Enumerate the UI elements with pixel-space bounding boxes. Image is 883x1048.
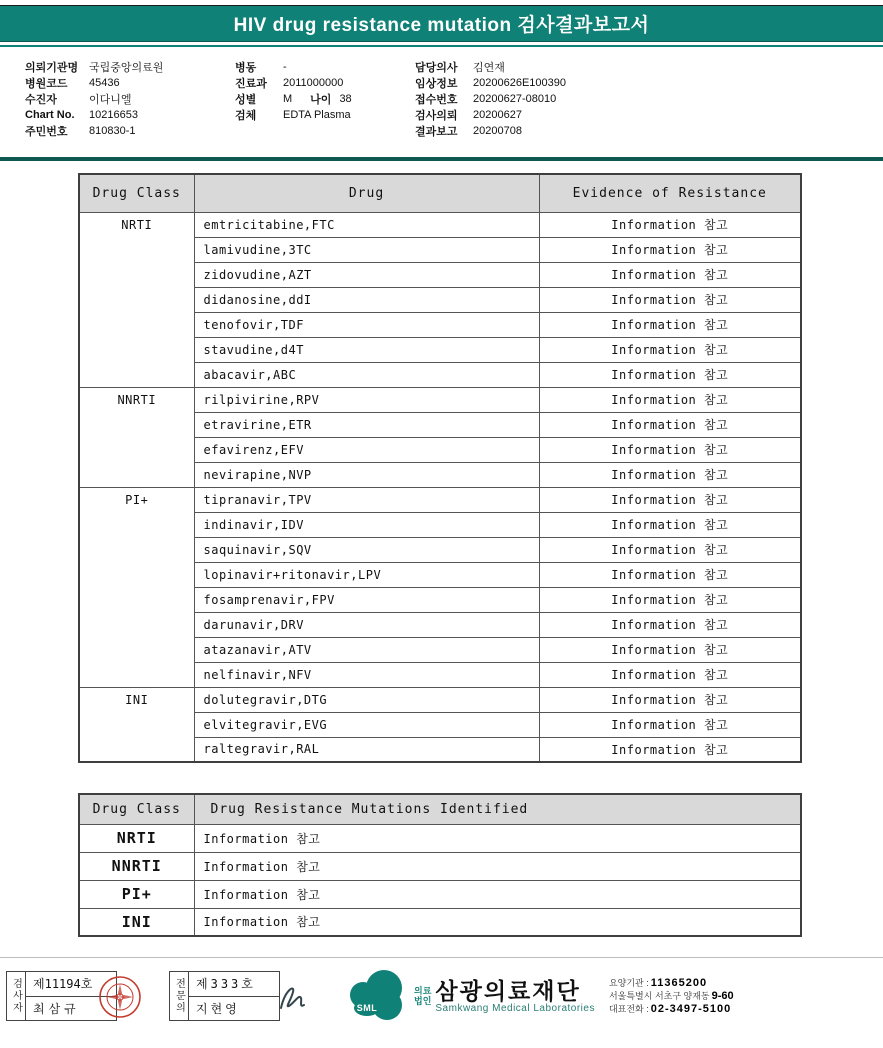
drug-class-cell: PI+ bbox=[79, 880, 194, 908]
drug-cell: raltegravir,RAL bbox=[194, 737, 539, 762]
patient-info-right bbox=[415, 59, 715, 139]
lab-info-label: 서울특별시 서초구 양재동 bbox=[608, 990, 710, 1001]
info-value: - bbox=[283, 61, 287, 73]
specialist-name: 지현영 bbox=[196, 1001, 240, 1016]
info-value: 810830-1 bbox=[89, 125, 136, 137]
info-label: 나이 bbox=[310, 94, 332, 106]
table-header-row bbox=[79, 794, 801, 824]
page-title: HIV drug resistance mutation 검사결과보고서 bbox=[233, 15, 650, 36]
specialist-cells bbox=[189, 972, 279, 1020]
info-value: M bbox=[283, 93, 293, 105]
info-value: 국립중앙의료원 bbox=[89, 62, 164, 74]
info-label: 검사의뢰 bbox=[415, 110, 458, 122]
evidence-cell: Information 참고 bbox=[539, 512, 801, 537]
table-header-row bbox=[79, 174, 801, 212]
col-header-drug-class: Drug Class bbox=[79, 794, 194, 824]
evidence-cell: Information 참고 bbox=[539, 212, 801, 237]
specialist-role-label: 전문의 bbox=[170, 972, 189, 1020]
info-value: 10216653 bbox=[89, 109, 138, 121]
info-row bbox=[25, 123, 235, 139]
evidence-cell: Information 참고 bbox=[539, 262, 801, 287]
info-row bbox=[235, 107, 415, 123]
info-label: Chart No. bbox=[25, 109, 75, 121]
drug-cell: lamivudine,3TC bbox=[194, 237, 539, 262]
drug-cell: elvitegravir,EVG bbox=[194, 712, 539, 737]
info-row bbox=[415, 59, 715, 75]
evidence-cell: Information 참고 bbox=[539, 712, 801, 737]
lab-info-value: 9-60 bbox=[711, 989, 734, 1002]
info-row bbox=[235, 75, 415, 91]
info-value: 20200708 bbox=[473, 125, 522, 137]
drug-cell: atazanavir,ATV bbox=[194, 637, 539, 662]
table-row bbox=[79, 908, 801, 936]
info-row bbox=[25, 75, 235, 91]
info-label: 진료과 bbox=[235, 78, 267, 90]
evidence-cell: Information 참고 bbox=[539, 462, 801, 487]
drug-cell: emtricitabine,FTC bbox=[194, 212, 539, 237]
drug-class-cell: NRTI bbox=[79, 212, 194, 387]
drug-cell: didanosine,ddI bbox=[194, 287, 539, 312]
evidence-cell: Information 참고 bbox=[539, 612, 801, 637]
col-header-drug: Drug bbox=[194, 174, 539, 212]
info-label: 임상정보 bbox=[415, 78, 458, 90]
evidence-cell: Information 참고 bbox=[539, 487, 801, 512]
evidence-cell: Information 참고 bbox=[539, 587, 801, 612]
drug-cell: dolutegravir,DTG bbox=[194, 687, 539, 712]
drug-class-cell: NRTI bbox=[79, 824, 194, 852]
info-value: 김연재 bbox=[473, 62, 505, 74]
evidence-cell: Information 참고 bbox=[539, 237, 801, 262]
mutations-cell: Information 참고 bbox=[194, 824, 801, 852]
evidence-cell: Information 참고 bbox=[539, 687, 801, 712]
drug-cell: fosamprenavir,FPV bbox=[194, 587, 539, 612]
info-label: 주민번호 bbox=[25, 126, 68, 138]
report-title-bar bbox=[0, 6, 883, 42]
evidence-cell: Information 참고 bbox=[539, 412, 801, 437]
drug-cell: zidovudine,AZT bbox=[194, 262, 539, 287]
mutations-cell: Information 참고 bbox=[194, 908, 801, 936]
drug-cell: rilpivirine,RPV bbox=[194, 387, 539, 412]
col-header-evidence: Evidence of Resistance bbox=[539, 174, 801, 212]
drug-class-cell: INI bbox=[79, 687, 194, 762]
info-value: 20200627-08010 bbox=[473, 93, 557, 105]
info-row bbox=[415, 91, 715, 107]
section-divider bbox=[0, 157, 883, 161]
patient-info-left bbox=[25, 59, 235, 139]
info-row bbox=[25, 107, 235, 123]
examiner-cert-no: 제11194호 bbox=[26, 972, 116, 997]
drug-cell: stavudine,d4T bbox=[194, 337, 539, 362]
info-value: 2011000000 bbox=[283, 77, 344, 89]
patient-info bbox=[0, 47, 883, 139]
lab-name: 삼광의료재단 bbox=[435, 977, 581, 1004]
drug-cell: nelfinavir,NFV bbox=[194, 662, 539, 687]
mutations-cell: Information 참고 bbox=[194, 880, 801, 908]
info-row bbox=[415, 107, 715, 123]
evidence-cell: Information 참고 bbox=[539, 562, 801, 587]
drug-cell: abacavir,ABC bbox=[194, 362, 539, 387]
table-row bbox=[79, 880, 801, 908]
lab-info-value: 11365200 bbox=[650, 976, 708, 989]
lab-name-english: Samkwang Medical Laboratories bbox=[435, 1002, 595, 1014]
specialist-signature-icon bbox=[273, 978, 313, 1018]
info-label: 접수번호 bbox=[415, 94, 458, 106]
evidence-cell: Information 참고 bbox=[539, 637, 801, 662]
mutations-cell: Information 참고 bbox=[194, 852, 801, 880]
lab-logo-icon bbox=[350, 970, 408, 1022]
table-row bbox=[79, 487, 801, 512]
info-value: 이다니엘 bbox=[89, 94, 132, 106]
org-prefix bbox=[414, 986, 431, 1006]
info-row bbox=[25, 91, 235, 107]
info-value: 45436 bbox=[89, 77, 120, 89]
drug-cell: darunavir,DRV bbox=[194, 612, 539, 637]
footer bbox=[0, 958, 883, 1022]
examiner-role-label: 검사자 bbox=[7, 972, 26, 1020]
evidence-cell: Information 참고 bbox=[539, 662, 801, 687]
info-value: 20200626E100390 bbox=[473, 77, 566, 89]
table-row bbox=[79, 212, 801, 237]
info-label: 결과보고 bbox=[415, 126, 458, 138]
evidence-cell: Information 참고 bbox=[539, 737, 801, 762]
specialist-signature-box bbox=[169, 971, 280, 1021]
drug-cell: indinavir,IDV bbox=[194, 512, 539, 537]
drug-class-cell: NNRTI bbox=[79, 852, 194, 880]
lab-contact-info bbox=[609, 977, 734, 1016]
drug-cell: efavirenz,EFV bbox=[194, 437, 539, 462]
info-row bbox=[415, 123, 715, 139]
drug-cell: lopinavir+ritonavir,LPV bbox=[194, 562, 539, 587]
drug-class-cell: INI bbox=[79, 908, 194, 936]
info-row bbox=[415, 75, 715, 91]
evidence-cell: Information 참고 bbox=[539, 537, 801, 562]
mutations-table bbox=[78, 793, 802, 937]
info-label: 병원코드 bbox=[25, 78, 68, 90]
org-names bbox=[435, 979, 595, 1014]
evidence-cell: Information 참고 bbox=[539, 437, 801, 462]
drug-cell: tipranavir,TPV bbox=[194, 487, 539, 512]
examiner-stamp-icon bbox=[98, 975, 142, 1019]
drug-cell: tenofovir,TDF bbox=[194, 312, 539, 337]
table-row bbox=[79, 687, 801, 712]
evidence-cell: Information 참고 bbox=[539, 312, 801, 337]
lab-identity bbox=[350, 970, 734, 1022]
org-prefix-line: 법인 bbox=[414, 996, 432, 1006]
evidence-cell: Information 참고 bbox=[539, 362, 801, 387]
info-label: 병동 bbox=[235, 62, 257, 74]
resistance-table bbox=[78, 173, 802, 763]
examiner-signature-box bbox=[6, 971, 117, 1021]
drug-class-cell: NNRTI bbox=[79, 387, 194, 487]
info-value: 20200627 bbox=[473, 109, 522, 121]
specialist-cert-no: 제333호 bbox=[189, 972, 279, 997]
evidence-cell: Information 참고 bbox=[539, 287, 801, 312]
table-row bbox=[79, 824, 801, 852]
info-label: 담당의사 bbox=[415, 62, 458, 74]
lab-logo-text: SML bbox=[354, 1000, 380, 1016]
table-row bbox=[79, 852, 801, 880]
lab-info-line bbox=[609, 1003, 734, 1016]
info-value: 38 bbox=[339, 93, 352, 105]
drug-class-cell: PI+ bbox=[79, 487, 194, 687]
table-row bbox=[79, 387, 801, 412]
info-row bbox=[25, 59, 235, 75]
col-header-drug-class: Drug Class bbox=[79, 174, 194, 212]
lab-info-value: 02-3497-5100 bbox=[650, 1002, 732, 1015]
evidence-cell: Information 참고 bbox=[539, 337, 801, 362]
info-label: 성별 bbox=[235, 94, 257, 106]
lab-info-line bbox=[609, 990, 734, 1003]
patient-info-middle bbox=[235, 59, 415, 139]
drug-cell: nevirapine,NVP bbox=[194, 462, 539, 487]
lab-info-label: 대표전화 : bbox=[608, 1003, 649, 1014]
info-value: EDTA Plasma bbox=[283, 109, 351, 121]
info-row bbox=[235, 59, 415, 75]
lab-info-line bbox=[609, 977, 734, 990]
lab-info-label: 요양기관 : bbox=[608, 977, 649, 988]
examiner-name: 최삼규 bbox=[33, 1001, 80, 1016]
evidence-cell: Information 참고 bbox=[539, 387, 801, 412]
drug-cell: saquinavir,SQV bbox=[194, 537, 539, 562]
org-prefix-line: 의료 bbox=[414, 986, 432, 996]
drug-cell: etravirine,ETR bbox=[194, 412, 539, 437]
info-label: 수진자 bbox=[25, 94, 57, 106]
info-row bbox=[235, 91, 415, 107]
info-label: 검체 bbox=[235, 110, 257, 122]
col-header-mutations: Drug Resistance Mutations Identified bbox=[194, 794, 801, 824]
info-label: 의뢰기관명 bbox=[25, 62, 79, 74]
